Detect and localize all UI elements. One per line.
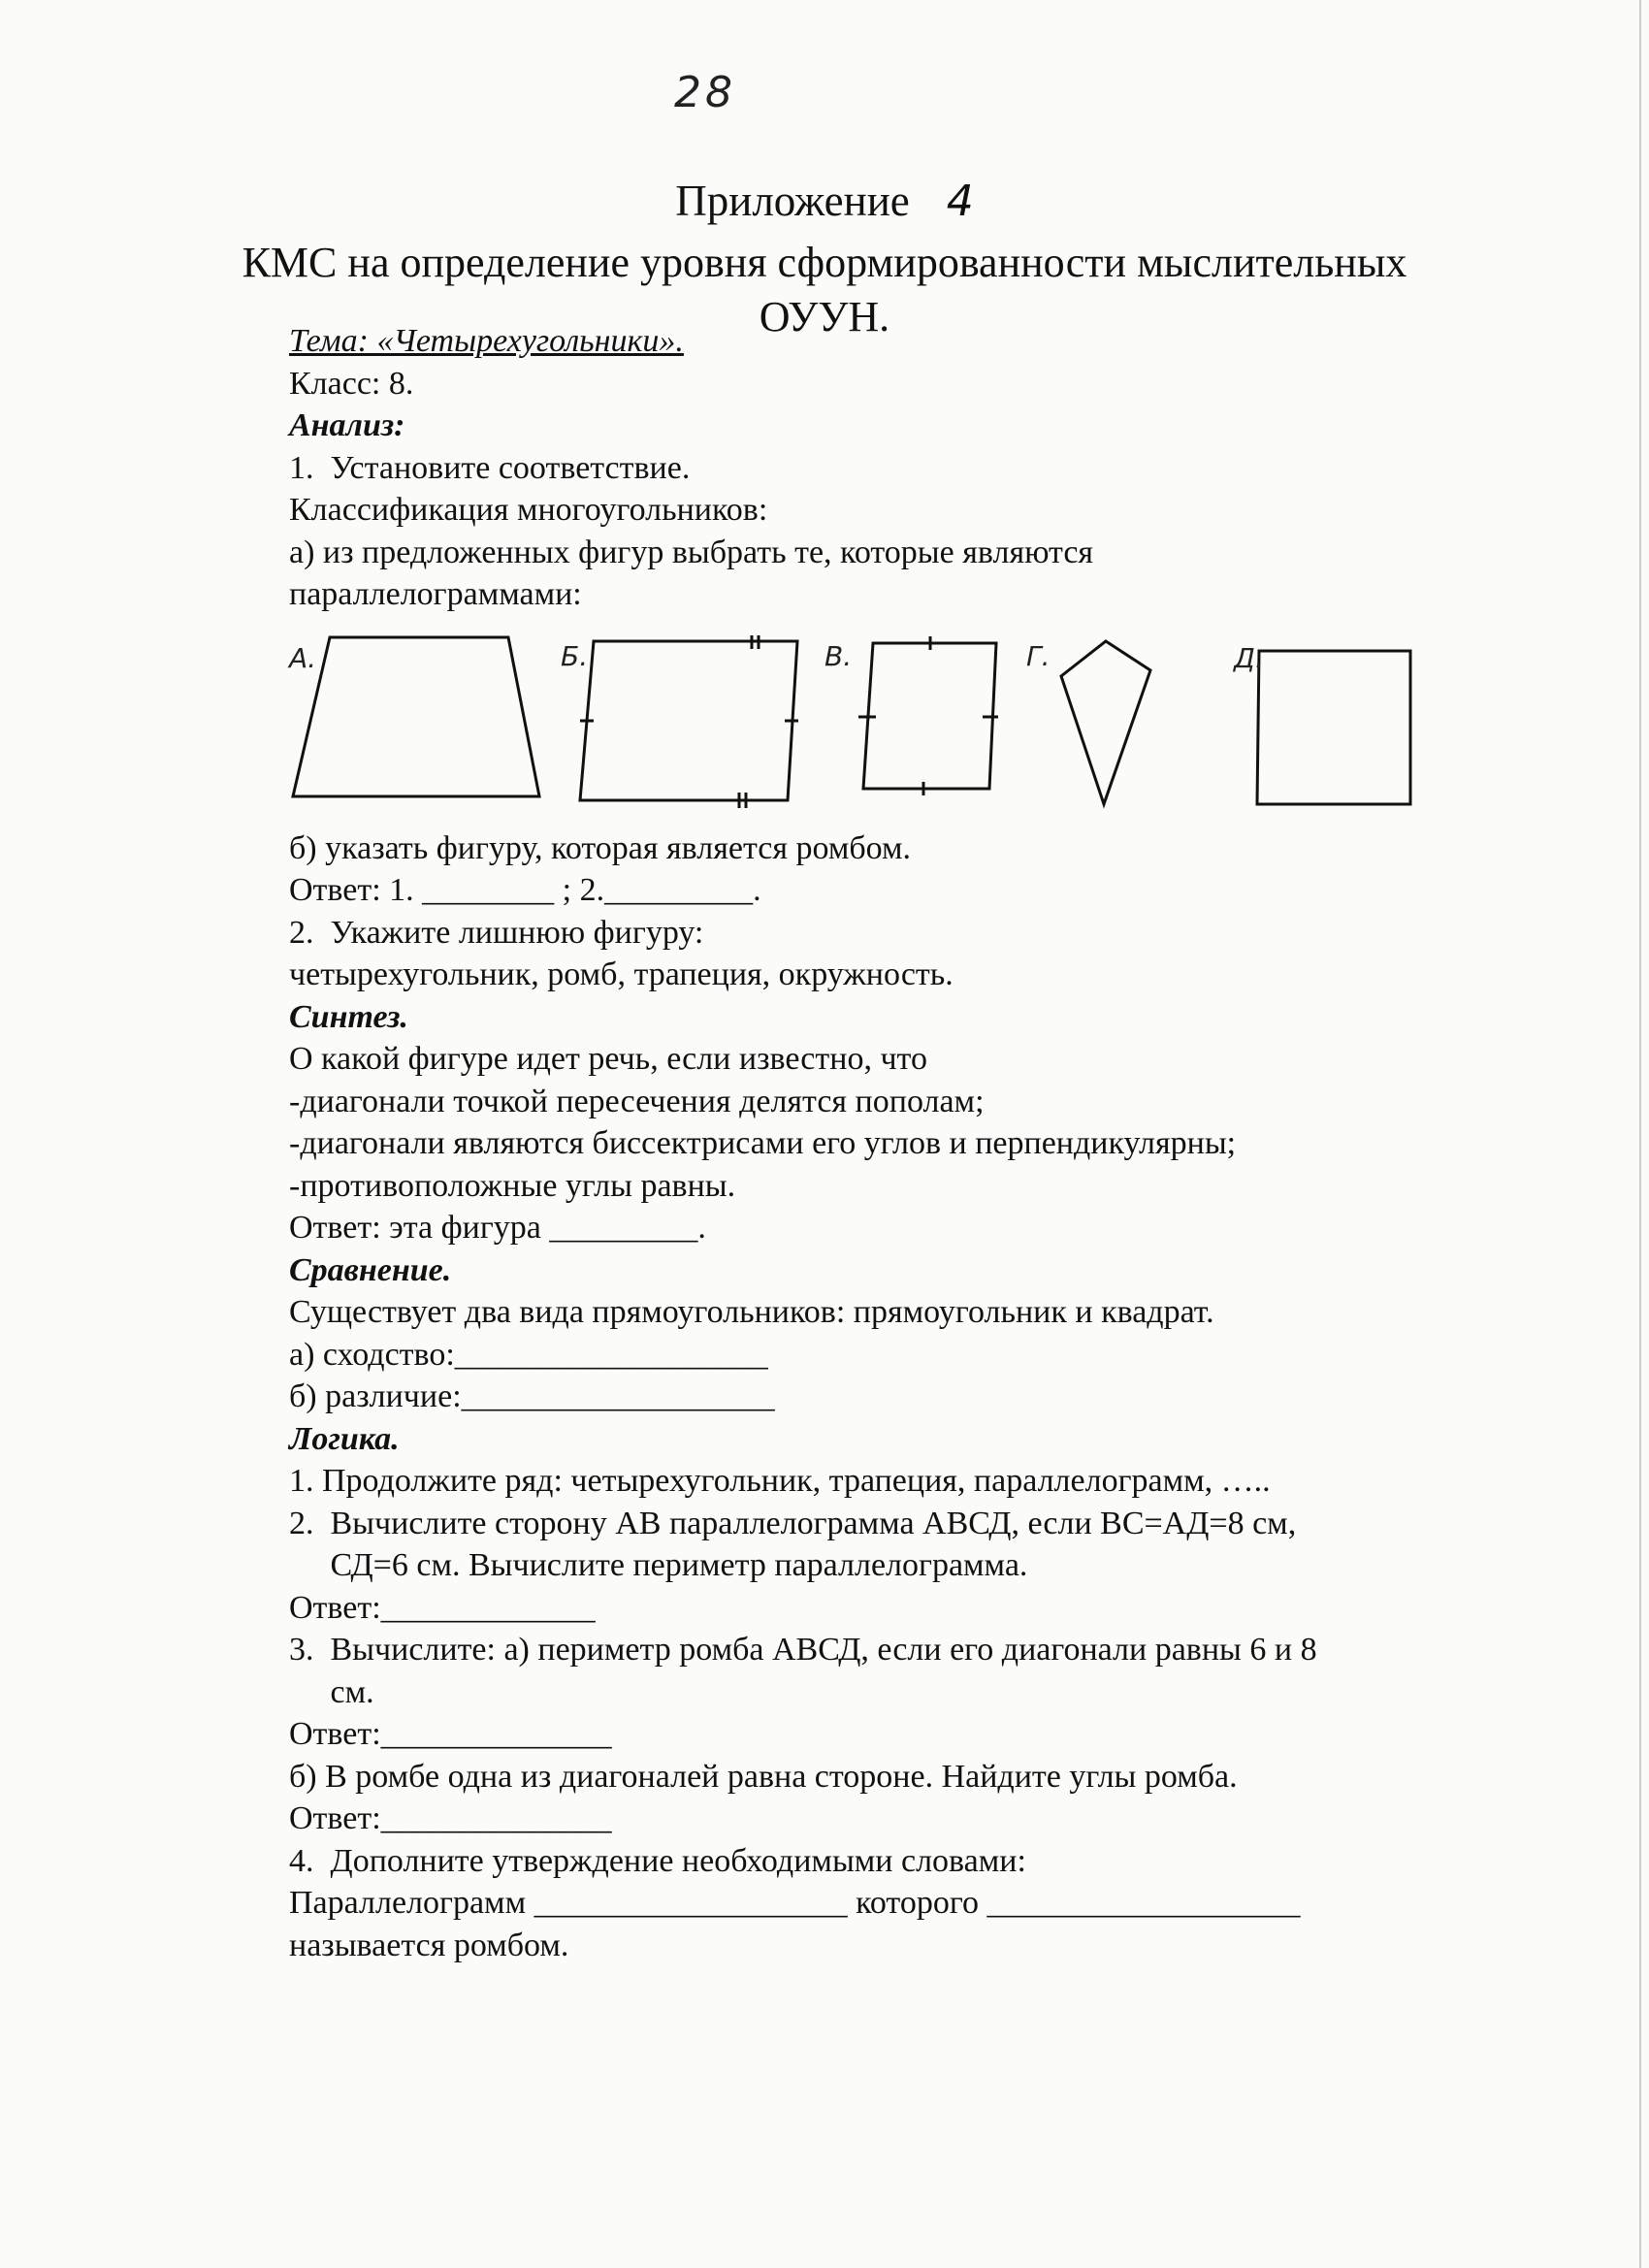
analysis-task2: 2. Укажите лишнюю фигуру:	[289, 914, 704, 951]
synthesis-condition-1: -диагонали точкой пересечения делятся пополам;	[289, 1083, 985, 1119]
logic-heading: Логика.	[289, 1420, 400, 1457]
page-number: 28	[674, 68, 736, 117]
logic-task3b: б) В ромбе одна из диагоналей равна стороне. Найдите углы ромба.	[289, 1758, 1238, 1795]
logic-task1: 1. Продолжите ряд: четырехугольник, трапеция, параллелограмм, …..	[289, 1463, 1271, 1499]
synthesis-answer: Ответ: эта фигура _________.	[289, 1210, 706, 1246]
analysis-answer1: Ответ: 1. ________ ; 2._________.	[289, 872, 761, 908]
analysis-task2-list: четырехугольник, ромб, трапеция, окружность.	[289, 956, 954, 992]
figure-b-tick-marks	[580, 635, 798, 808]
title-appendix: Приложение	[675, 177, 910, 225]
figure-label-v: В.	[824, 639, 853, 672]
logic-answer3a: Ответ:______________	[289, 1716, 612, 1752]
figures-drawing	[283, 630, 1505, 824]
synthesis-condition-2: -диагонали являются биссектрисами его углов и перпендикулярны;	[289, 1125, 1237, 1161]
comparison-similarity: а) сходство:___________________	[289, 1336, 768, 1373]
logic-task2-line1: 2. Вычислите сторону АВ параллелограмма АВСД, если ВС=АД=8 см,	[289, 1505, 1297, 1541]
document-title	[0, 173, 1649, 344]
figure-label-g: Г.	[1026, 639, 1051, 672]
title-subtitle-end: ОУУН.	[759, 293, 890, 340]
logic-task3-line2: см.	[289, 1673, 374, 1710]
figure-b-parallelogram	[580, 641, 797, 800]
logic-task4: 4. Дополните утверждение необходимыми словами:	[289, 1842, 1026, 1879]
figures-row	[283, 630, 1505, 824]
logic-task4-line2: Параллелограмм ___________________ которого ___________________	[289, 1885, 1301, 1921]
figure-a-trapezoid	[293, 637, 539, 796]
synthesis-condition-3: -противоположные углы равны.	[289, 1167, 736, 1204]
comparison-text: Существует два вида прямоугольников: прямоугольник и квадрат.	[289, 1294, 1214, 1330]
grade-line: Класс: 8.	[289, 365, 414, 402]
figure-v-rectangle	[863, 643, 996, 789]
comparison-heading: Сравнение.	[289, 1251, 452, 1288]
logic-task4-line3: называется ромбом.	[289, 1927, 569, 1963]
title-subtitle: КМС на определение уровня сформированности мыслительных	[242, 239, 1407, 286]
analysis-part-a-line1: а) из предложенных фигур выбрать те, которые являются	[289, 534, 1094, 570]
logic-answer2: Ответ:_____________	[289, 1589, 596, 1626]
figure-label-a: А.	[289, 641, 317, 674]
synthesis-heading: Синтез.	[289, 998, 408, 1035]
figure-v-tick-marks	[858, 636, 998, 795]
topic-line: Тема: «Четырехугольники».	[289, 323, 684, 359]
figure-g-kite	[1061, 641, 1150, 804]
figure-label-d: Д.	[1234, 641, 1264, 674]
synthesis-question: О какой фигуре идет речь, если известно, что	[289, 1041, 927, 1077]
logic-task2-line2: СД=6 см. Вычислите периметр параллелограмма.	[289, 1547, 1028, 1583]
title-appendix-number: 4	[946, 177, 974, 226]
analysis-part-b: б) указать фигуру, которая является ромбом.	[289, 829, 912, 866]
logic-task3-line1: 3. Вычислите: а) периметр ромба АВСД, если его диагонали равны 6 и 8	[289, 1632, 1317, 1668]
title-appendix-line	[0, 173, 1649, 230]
analysis-part-a-line2: параллелограммами:	[289, 576, 582, 612]
analysis-heading: Анализ:	[289, 407, 405, 443]
worksheet-body	[289, 320, 1511, 1966]
analysis-classification: Классификация многоугольников:	[289, 492, 768, 528]
logic-answer3b: Ответ:______________	[289, 1800, 612, 1836]
analysis-task1: 1. Установите соответствие.	[289, 449, 691, 486]
figure-d-square	[1257, 651, 1410, 804]
figure-label-b: Б.	[561, 639, 589, 672]
comparison-difference: б) различие:___________________	[289, 1378, 775, 1414]
